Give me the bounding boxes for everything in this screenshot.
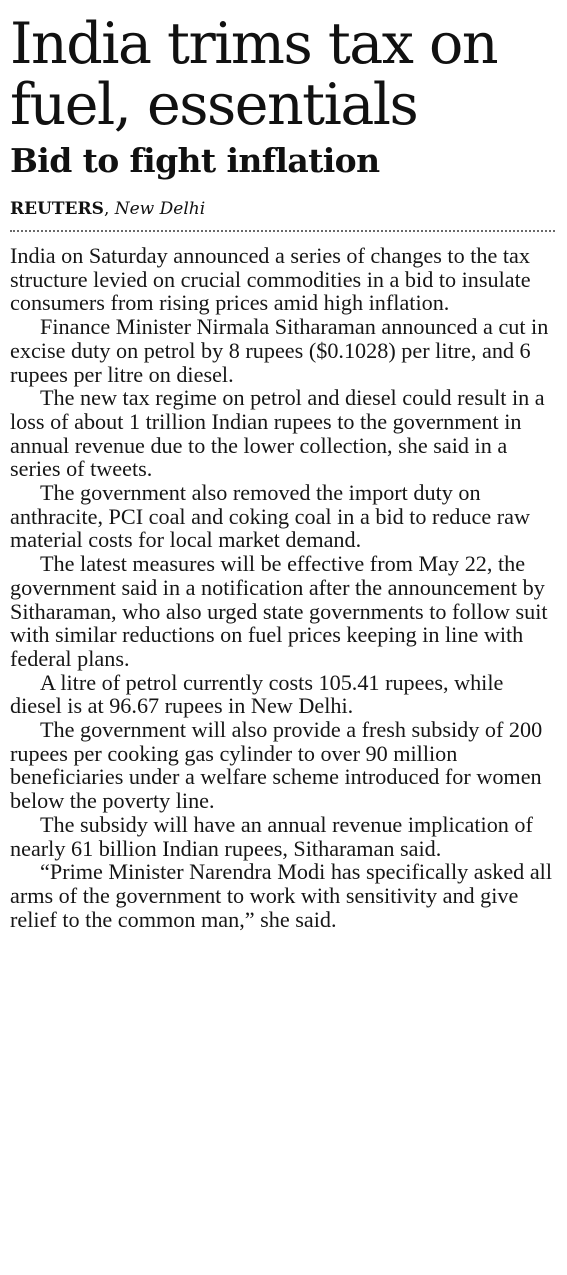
byline-agency: REUTERS bbox=[10, 199, 104, 219]
byline bbox=[10, 198, 558, 220]
paragraph: A litre of petrol currently costs 105.41 rupees, while diesel is at 96.67 rupees in New Delhi. bbox=[10, 669, 504, 719]
paragraph: Finance Minister Nirmala Sitharaman announced a cut in excise duty on petrol by 8 rupees ($0.1028) per litre, and 6 rupees per litre on diesel. bbox=[10, 314, 549, 387]
byline-location: New Delhi bbox=[114, 199, 206, 219]
paragraph: “Prime Minister Narendra Modi has specifically asked all arms of the government to work with sensitivity and give relief to the common man,” she said. bbox=[10, 859, 553, 932]
paragraph: The subsidy will have an annual revenue implication of nearly 61 billion Indian rupees, Sitharaman said. bbox=[10, 811, 533, 861]
article-body bbox=[10, 244, 558, 931]
paragraph: The latest measures will be effective from May 22, the government said in a notification after the announcement by Sitharaman, who also urged state governments to follow suit with similar reductions on fuel prices keeping in line with federal plans. bbox=[10, 551, 548, 671]
subheadline: Bid to fight inflation bbox=[10, 141, 380, 180]
paragraph: The government will also provide a fresh subsidy of 200 rupees per cooking gas cylinder to over 90 million beneficiaries under a welfare scheme introduced for women below the poverty line. bbox=[10, 717, 543, 814]
byline-separator: , bbox=[103, 199, 115, 219]
paragraph: The new tax regime on petrol and diesel could result in a loss of about 1 trillion Indian rupees to the government in annual revenue due to the lower collection, she said in a series of tweets. bbox=[10, 385, 545, 482]
paragraph: India on Saturday announced a series of changes to the tax structure levied on crucial commodities in a bid to insulate consumers from rising prices amid high inflation. bbox=[10, 243, 531, 316]
paragraph: The government also removed the import duty on anthracite, PCI coal and coking coal in a bid to reduce raw material costs for local market demand. bbox=[10, 480, 530, 553]
news-article bbox=[10, 11, 558, 932]
headline: India trims tax on fuel, essentials bbox=[10, 11, 498, 138]
dotted-divider bbox=[10, 230, 555, 232]
